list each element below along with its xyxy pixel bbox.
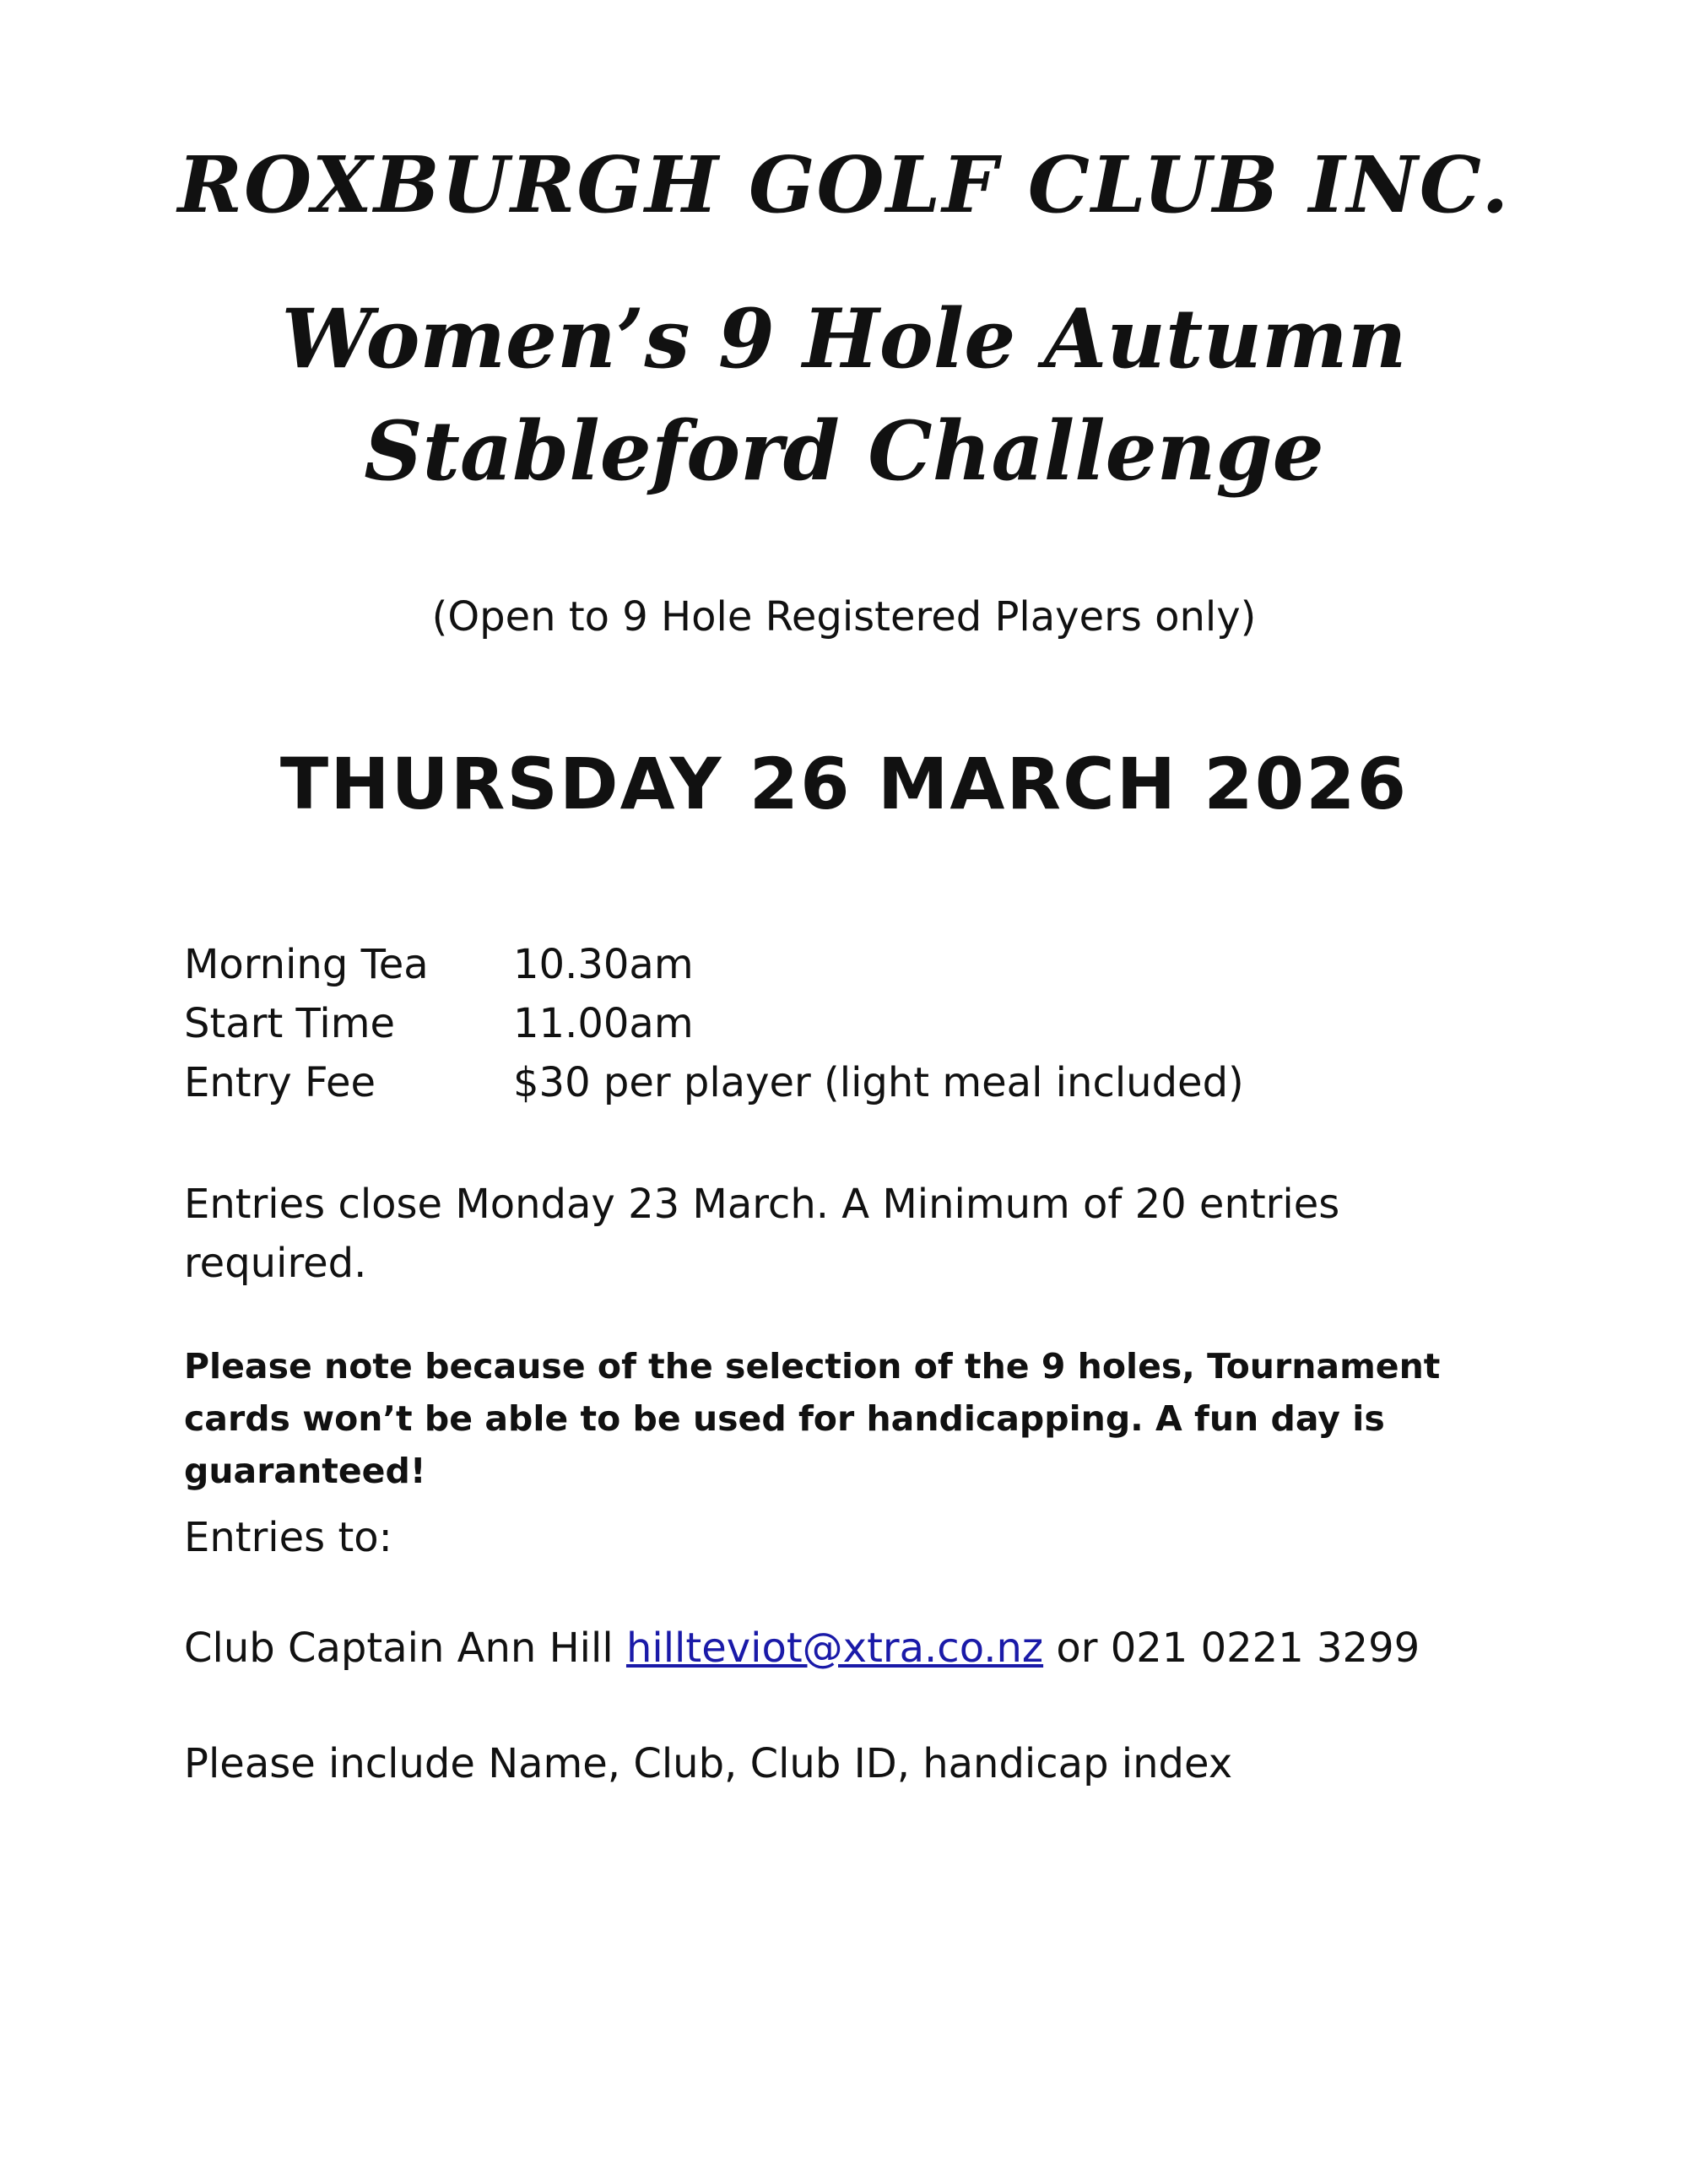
include-note: Please include Name, Club, Club ID, handicap index xyxy=(184,1740,1233,1787)
contact-line xyxy=(184,1619,1420,1678)
entries-close-line-2: required. xyxy=(184,1240,367,1287)
event-date: THURSDAY 26 MARCH 2026 xyxy=(279,743,1409,825)
entries-to-label: Entries to: xyxy=(184,1514,392,1561)
detail-label: Start Time xyxy=(184,1000,395,1047)
detail-value: 11.00am xyxy=(513,1000,694,1047)
contact-prefix: Club Captain Ann Hill xyxy=(184,1624,626,1672)
club-name: ROXBURGH GOLF CLUB INC. xyxy=(177,139,1511,230)
detail-label: Entry Fee xyxy=(184,1059,376,1106)
detail-row-start-time xyxy=(184,1000,694,1047)
event-title-line-2: Stableford Challenge xyxy=(364,403,1324,499)
detail-row-entry-fee xyxy=(184,1059,1244,1106)
event-title-line-1: Women’s 9 Hole Autumn xyxy=(281,291,1407,387)
email-link[interactable]: hillteviot@xtra.co.nz xyxy=(625,1624,1044,1672)
entries-close-line-1: Entries close Monday 23 March. A Minimum of 20 entries xyxy=(184,1181,1340,1228)
detail-row-morning-tea xyxy=(184,941,694,988)
handicap-note: Please note because of the selection of the 9 holes, Tournament cards won’t be able to be used for handicapping. A fun day is guaranteed! xyxy=(184,1346,1441,1491)
detail-value: $30 per player (light meal included) xyxy=(513,1059,1244,1106)
eligibility-note: (Open to 9 Hole Registered Players only) xyxy=(431,593,1257,641)
detail-value: 10.30am xyxy=(513,941,694,988)
contact-suffix: or 021 0221 3299 xyxy=(1043,1624,1420,1672)
detail-label: Morning Tea xyxy=(184,941,429,988)
